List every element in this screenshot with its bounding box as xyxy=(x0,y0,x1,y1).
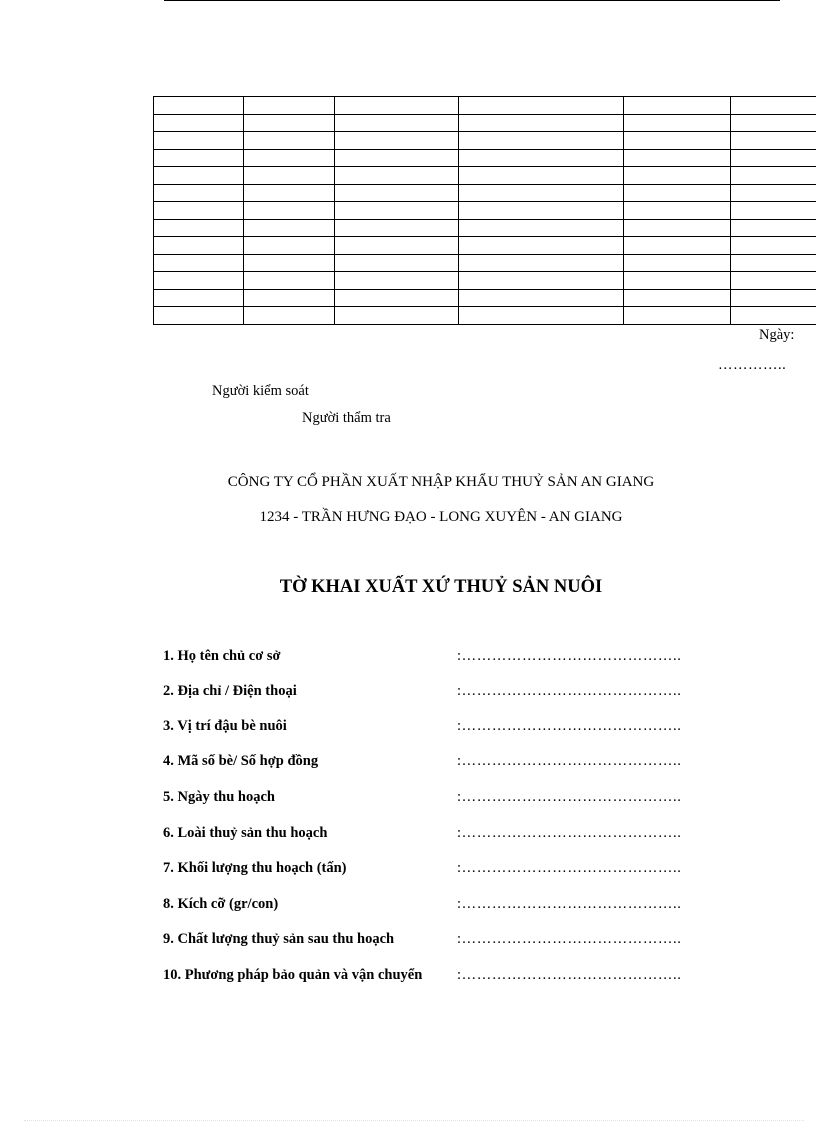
field-label: 7. Khối lượng thu hoạch (tấn) xyxy=(163,860,347,876)
field-input[interactable]: :…………………………………….. xyxy=(457,967,682,983)
field-input[interactable]: :…………………………………….. xyxy=(457,753,682,769)
table-cell xyxy=(335,272,459,290)
table-cell xyxy=(335,184,459,202)
table-cell xyxy=(731,132,816,150)
table-row xyxy=(154,202,816,220)
table-cell xyxy=(624,97,731,115)
table-cell xyxy=(335,167,459,185)
table-cell xyxy=(244,202,335,220)
date-label: Ngày: xyxy=(759,327,795,343)
table-cell xyxy=(244,289,335,307)
table-cell xyxy=(335,114,459,132)
table-cell xyxy=(154,184,244,202)
table-cell xyxy=(244,237,335,255)
table-cell xyxy=(244,307,335,325)
table-cell xyxy=(731,97,816,115)
table-cell xyxy=(335,307,459,325)
page-footer-rule xyxy=(24,1120,804,1121)
top-rule xyxy=(164,0,780,1)
table-cell xyxy=(154,202,244,220)
field-label: 2. Địa chỉ / Điện thoại xyxy=(163,683,297,699)
table-cell xyxy=(624,202,731,220)
table-cell xyxy=(335,219,459,237)
field-label: 9. Chất lượng thuỷ sản sau thu hoạch xyxy=(163,931,395,947)
field-input[interactable]: :…………………………………….. xyxy=(457,718,682,734)
table-row xyxy=(154,237,816,255)
table-cell xyxy=(731,149,816,167)
table-cell xyxy=(154,167,244,185)
form-row xyxy=(163,896,723,916)
table-row xyxy=(154,97,816,115)
field-input[interactable]: :…………………………………….. xyxy=(457,896,682,912)
table-cell xyxy=(335,149,459,167)
field-input[interactable]: :…………………………………….. xyxy=(457,825,682,841)
table-cell xyxy=(459,114,624,132)
table-cell xyxy=(244,149,335,167)
form-row xyxy=(163,718,723,738)
field-label: 3. Vị trí đậu bè nuôi xyxy=(163,718,287,734)
controller-signature-label: Người kiểm soát xyxy=(212,383,309,399)
form-row xyxy=(163,931,723,951)
table-cell xyxy=(244,254,335,272)
company-address: 1234 - TRẦN HƯNG ĐẠO - LONG XUYÊN - AN GIANG xyxy=(259,509,623,525)
table-cell xyxy=(459,97,624,115)
table-cell xyxy=(459,149,624,167)
field-input[interactable]: :…………………………………….. xyxy=(457,648,682,664)
table-cell xyxy=(731,167,816,185)
field-label: 4. Mã số bè/ Số hợp đồng xyxy=(163,753,319,769)
table-cell xyxy=(459,237,624,255)
table-cell xyxy=(154,254,244,272)
table-cell xyxy=(459,289,624,307)
date-dots: ………….. xyxy=(718,357,787,373)
table-row xyxy=(154,149,816,167)
table-cell xyxy=(154,132,244,150)
table-cell xyxy=(335,289,459,307)
table-row xyxy=(154,307,816,325)
table-cell xyxy=(459,307,624,325)
table-cell xyxy=(154,219,244,237)
table-row xyxy=(154,167,816,185)
table-cell xyxy=(459,202,624,220)
table-cell xyxy=(154,307,244,325)
field-input[interactable]: :…………………………………….. xyxy=(457,683,682,699)
table-cell xyxy=(154,97,244,115)
field-input[interactable]: :…………………………………….. xyxy=(457,860,682,876)
table-cell xyxy=(624,132,731,150)
table-row xyxy=(154,132,816,150)
document-title: TỜ KHAI XUẤT XỨ THUỶ SẢN NUÔI xyxy=(279,577,603,597)
table-cell xyxy=(731,272,816,290)
table-row xyxy=(154,272,816,290)
table-cell xyxy=(335,237,459,255)
table-cell xyxy=(731,289,816,307)
table-cell xyxy=(459,272,624,290)
table-cell xyxy=(244,272,335,290)
form-row xyxy=(163,753,723,773)
table-cell xyxy=(624,254,731,272)
table-cell xyxy=(335,132,459,150)
record-grid xyxy=(153,96,816,325)
record-table xyxy=(153,96,816,325)
table-cell xyxy=(731,307,816,325)
field-label: 6. Loài thuỷ sản thu hoạch xyxy=(163,825,328,841)
table-cell xyxy=(244,184,335,202)
form-row xyxy=(163,967,723,987)
table-cell xyxy=(731,219,816,237)
form-row xyxy=(163,648,723,668)
table-cell xyxy=(244,97,335,115)
table-row xyxy=(154,219,816,237)
table-cell xyxy=(624,307,731,325)
table-cell xyxy=(624,114,731,132)
table-row xyxy=(154,114,816,132)
table-cell xyxy=(624,184,731,202)
table-cell xyxy=(731,114,816,132)
field-label: 5. Ngày thu hoạch xyxy=(163,789,275,805)
form-row xyxy=(163,683,723,703)
form-row xyxy=(163,825,723,845)
table-cell xyxy=(624,149,731,167)
table-cell xyxy=(731,202,816,220)
verifier-signature-label: Người thẩm tra xyxy=(302,410,391,426)
table-cell xyxy=(624,167,731,185)
table-cell xyxy=(624,237,731,255)
table-row xyxy=(154,184,816,202)
field-label: 10. Phương pháp bảo quản và vận chuyển xyxy=(163,967,423,983)
company-name: CÔNG TY CỔ PHẦN XUẤT NHẬP KHẨU THUỶ SẢN AN GIANG xyxy=(227,474,655,490)
table-cell xyxy=(244,132,335,150)
table-cell xyxy=(154,149,244,167)
table-cell xyxy=(459,184,624,202)
table-cell xyxy=(459,254,624,272)
table-cell xyxy=(154,272,244,290)
table-row xyxy=(154,254,816,272)
table-cell xyxy=(335,97,459,115)
field-label: 8. Kích cỡ (gr/con) xyxy=(163,896,279,912)
field-input[interactable]: :…………………………………….. xyxy=(457,931,682,947)
table-cell xyxy=(731,184,816,202)
table-cell xyxy=(624,219,731,237)
table-cell xyxy=(335,202,459,220)
field-input[interactable]: :…………………………………….. xyxy=(457,789,682,805)
table-cell xyxy=(459,167,624,185)
table-cell xyxy=(731,254,816,272)
table-row xyxy=(154,289,816,307)
table-cell xyxy=(154,237,244,255)
table-cell xyxy=(459,219,624,237)
table-cell xyxy=(335,254,459,272)
table-cell xyxy=(244,114,335,132)
field-label: 1. Họ tên chủ cơ sở xyxy=(163,648,281,664)
form-row xyxy=(163,860,723,880)
table-cell xyxy=(624,289,731,307)
table-cell xyxy=(244,167,335,185)
table-cell xyxy=(624,272,731,290)
table-cell xyxy=(731,237,816,255)
table-cell xyxy=(154,114,244,132)
table-cell xyxy=(154,289,244,307)
table-cell xyxy=(244,219,335,237)
table-cell xyxy=(459,132,624,150)
form-row xyxy=(163,789,723,809)
